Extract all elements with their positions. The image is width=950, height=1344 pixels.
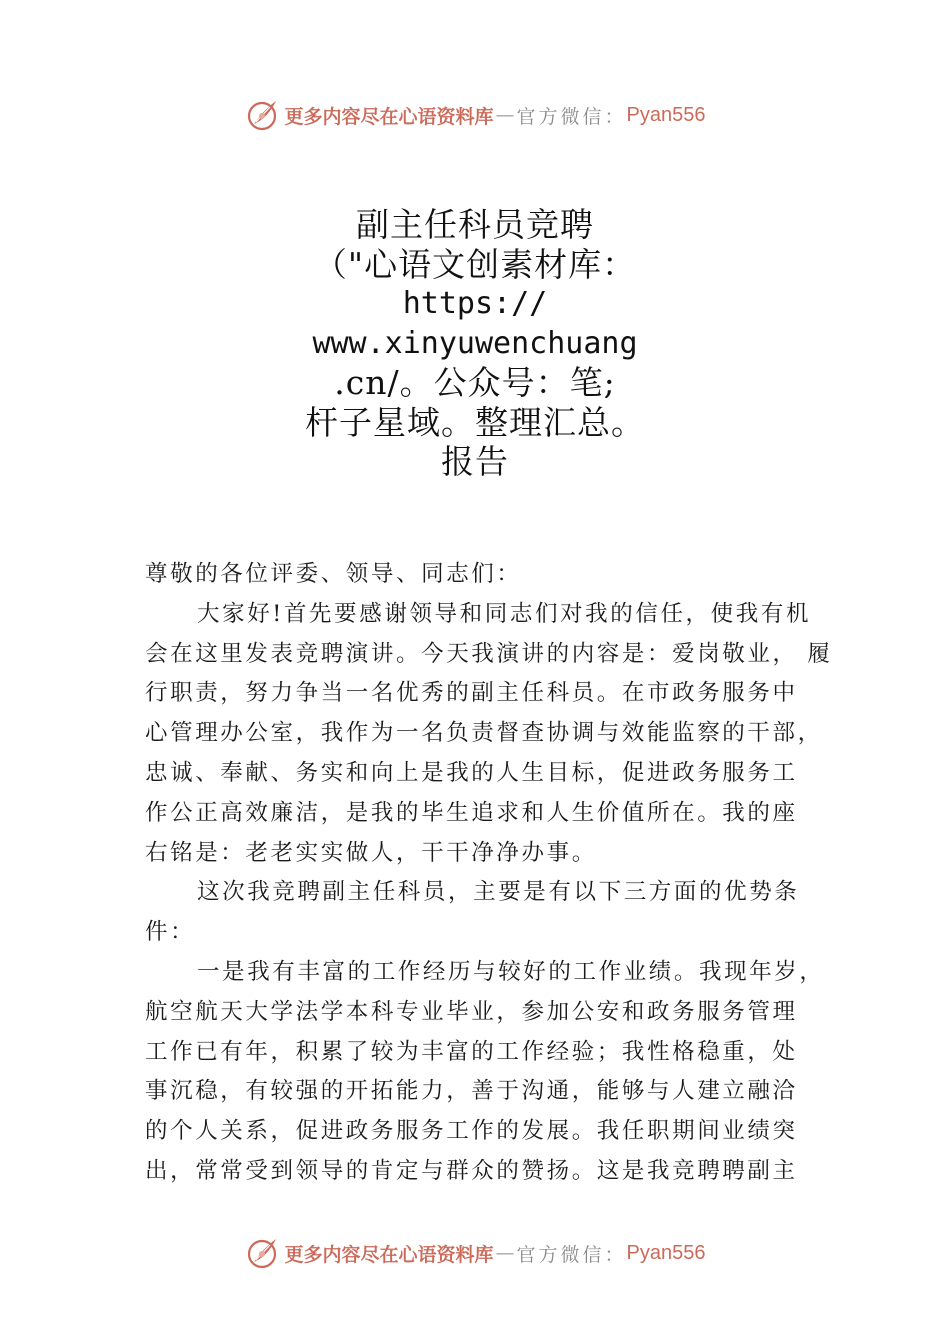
banner-wechat-label: 官方微信： [516,1243,627,1266]
body-line: 出，常常受到领导的肯定与群众的赞扬。这是我竞聘聘副主 [145,1157,798,1184]
title-line: 报告 [441,442,509,481]
title-line: 杆子星域。整理汇总。 [305,402,645,442]
body-line: 事沉稳，有较强的开拓能力，善于沟通，能够与人建立融洽 [145,1078,798,1105]
body-line: 的个人关系，促进政务服务工作的发展。我任职期间业绩突 [145,1118,798,1145]
banner-wechat-id: Pyan556 [626,103,706,126]
document-body [145,555,835,1192]
body-line: 这次我竞聘副主任科员，主要是有以下三方面的优势条 [197,879,800,906]
banner-separator: — [495,104,515,126]
title-line: （"心语文创素材库： [313,244,637,284]
body-line: 右铭是：老老实实做人，干干净净办事。 [145,839,597,866]
title-line: .cn/。公众号：笔; [334,363,616,402]
salutation: 尊敬的各位评委、领导、同志们： [145,561,522,587]
body-line: 行职责，努力争当一名优秀的副主任科员。在市政务服务中 [145,680,798,707]
title-line: 副主任科员竞聘 [356,205,594,244]
title-line: www.xinyuwenchuang [312,325,638,361]
header-banner [0,95,950,135]
quill-circle-icon [245,1235,281,1271]
banner-separator: — [495,1242,515,1264]
body-line: 大家好!首先要感谢领导和同志们对我的信任，使我有机 [197,600,812,627]
title-line: https:// [402,286,548,321]
document-title [0,205,950,482]
body-line: 忠诚、奉献、务实和向上是我的人生目标，促进政务服务工 [145,759,798,786]
body-line: 航空航天大学法学本科专业毕业，参加公安和政务服务管理 [145,998,798,1025]
banner-text: 更多内容尽在心语资料库 [284,105,494,128]
footer-banner [0,1233,950,1273]
body-line: 工作已有年，积累了较为丰富的工作经验；我性格稳重，处 [145,1038,798,1065]
banner-wechat-id: Pyan556 [626,1241,706,1264]
body-line: 会在这里发表竞聘演讲。今天我演讲的内容是：爱岗敬业， 履 [145,640,833,667]
body-line: 心管理办公室，我作为一名负责督查协调与效能监察的干部， [145,720,823,747]
body-line: 一是我有丰富的工作经历与较好的工作业绩。我现年岁， [197,958,825,985]
body-line: 件： [145,919,196,946]
banner-wechat-label: 官方微信： [516,105,627,128]
quill-circle-icon [245,97,281,133]
body-line: 作公正高效廉洁，是我的毕生追求和人生价值所在。我的座 [145,799,798,826]
banner-text: 更多内容尽在心语资料库 [284,1243,494,1266]
